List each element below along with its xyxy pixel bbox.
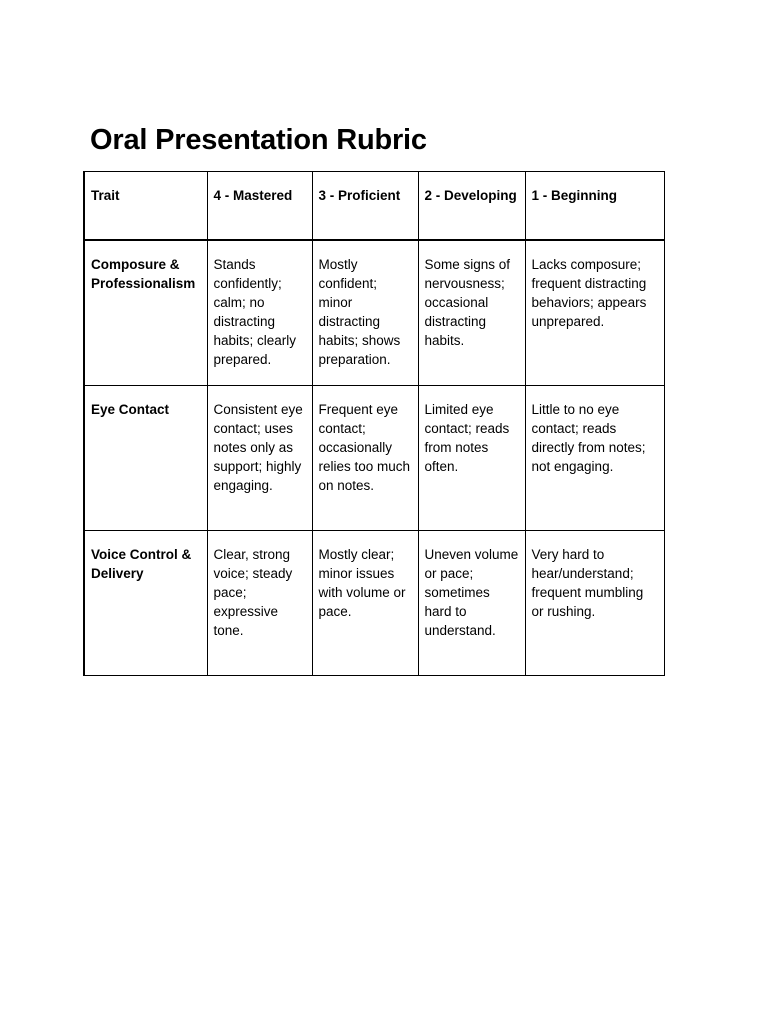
rubric-cell: Clear, strong voice; steady pace; expressive tone. [207,531,312,676]
rubric-cell: Lacks composure; frequent distracting behaviors; appears unprepared. [525,240,664,386]
trait-label: Eye Contact [84,386,207,531]
header-row [84,172,664,241]
header-level-2: 2 - Developing [418,172,525,241]
table-row [84,386,664,531]
rubric-cell: Frequent eye contact; occasionally relies too much on notes. [312,386,418,531]
header-level-1: 1 - Beginning [525,172,664,241]
rubric-cell: Uneven volume or pace; sometimes hard to understand. [418,531,525,676]
rubric-cell: Mostly clear; minor issues with volume or pace. [312,531,418,676]
header-level-4: 4 - Mastered [207,172,312,241]
rubric-cell: Consistent eye contact; uses notes only as support; highly engaging. [207,386,312,531]
trait-label: Composure & Professionalism [84,240,207,386]
rubric-cell: Limited eye contact; reads from notes often. [418,386,525,531]
page-title: Oral Presentation Rubric [90,124,427,156]
table-row [84,240,664,386]
table-row [84,531,664,676]
trait-label: Voice Control & Delivery [84,531,207,676]
header-level-3: 3 - Proficient [312,172,418,241]
rubric-table [83,171,665,676]
header-trait: Trait [84,172,207,241]
rubric-cell: Stands confidently; calm; no distracting habits; clearly prepared. [207,240,312,386]
rubric-cell: Little to no eye contact; reads directly from notes; not engaging. [525,386,664,531]
rubric-cell: Some signs of nervousness; occasional distracting habits. [418,240,525,386]
rubric-cell: Mostly confident; minor distracting habits; shows preparation. [312,240,418,386]
rubric-cell: Very hard to hear/understand; frequent mumbling or rushing. [525,531,664,676]
